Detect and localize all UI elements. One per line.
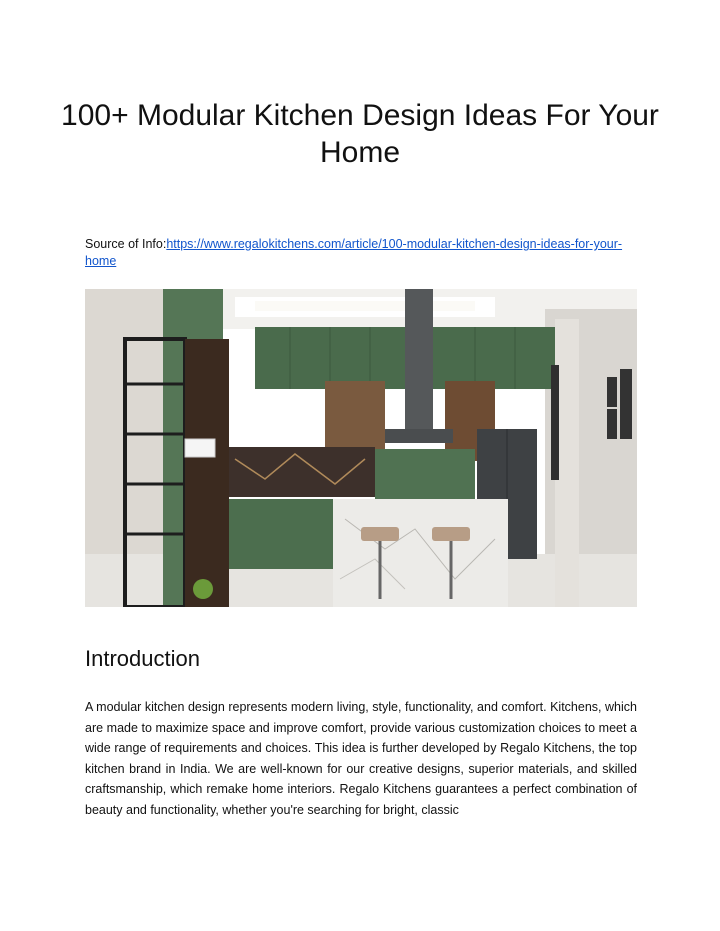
source-info xyxy=(85,236,645,270)
bar-stool-left xyxy=(361,527,399,541)
source-link[interactable]: https://www.regalokitchens.com/article/100-modular-kitchen-design-ideas-for-your-home xyxy=(85,237,623,268)
intro-paragraph: A modular kitchen design represents modern living, style, functionality, and comfort. Kitchens, which are made to maximize space and improve comfort, provide various customization choices to meet a wide range of requirements and choices. This idea is further developed by Regalo Kitchens, the top kitchen brand in India. We are well-known for our creative designs, superior materials, and skilled craftsmanship, which remake home interiors. Regalo Kitchens guarantees a perfect combination of beauty and functionality, whether you're searching for bright, classic xyxy=(85,700,637,817)
wall-art-tall xyxy=(551,365,559,480)
bar-stool-right xyxy=(432,527,470,541)
source-label: Source of Info: xyxy=(85,237,167,251)
marble-island xyxy=(333,499,508,607)
kitchen-illustration xyxy=(85,289,637,607)
chimney-hood xyxy=(405,289,433,439)
wood-shelf-panel xyxy=(325,381,385,451)
wood-tall-panel xyxy=(185,339,229,607)
backsplash xyxy=(225,447,375,497)
hero-image xyxy=(85,289,637,607)
wall-frame xyxy=(620,369,632,439)
intro-heading: Introduction xyxy=(85,646,200,671)
pendant-lamp xyxy=(185,439,215,457)
plant xyxy=(193,579,213,599)
page-title: 100+ Modular Kitchen Design Ideas For Your Home xyxy=(61,99,659,169)
